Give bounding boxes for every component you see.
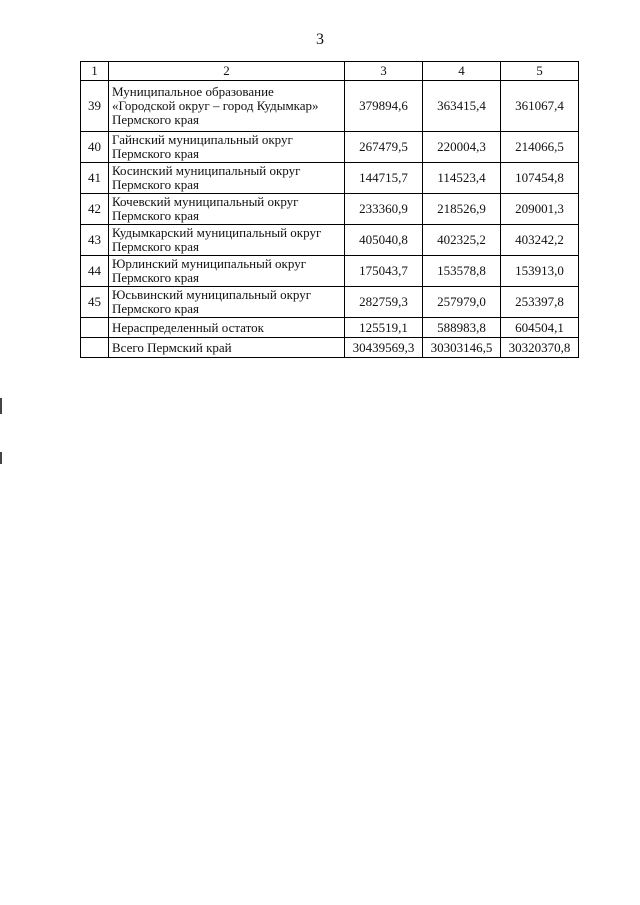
value-col-4: 218526,9 (423, 194, 501, 225)
table-row (81, 163, 579, 194)
name-line: Пермского края (112, 301, 199, 316)
row-number (81, 338, 109, 358)
scan-edge-mark (0, 398, 2, 414)
value-col-5: 153913,0 (501, 256, 579, 287)
header-cell-2: 2 (109, 62, 345, 81)
table-total-row (81, 338, 579, 358)
table-row (81, 225, 579, 256)
header-cell-3: 3 (345, 62, 423, 81)
row-number: 40 (81, 132, 109, 163)
name-line: Косинский муниципальный округ (112, 163, 301, 178)
value-col-5: 403242,2 (501, 225, 579, 256)
name-line: Пермского края (112, 112, 199, 127)
name-line: Нераспределенный остаток (112, 319, 264, 335)
value-col-5: 107454,8 (501, 163, 579, 194)
value-col-4: 588983,8 (423, 318, 501, 338)
value-col-4: 402325,2 (423, 225, 501, 256)
name-line: Пермского края (112, 239, 199, 254)
page-number: 3 (316, 31, 324, 48)
value-col-4: 257979,0 (423, 287, 501, 318)
value-col-5: 253397,8 (501, 287, 579, 318)
name-line: Пермского края (112, 270, 199, 285)
name-line: Гайнский муниципальный округ (112, 132, 293, 147)
value-col-4: 220004,3 (423, 132, 501, 163)
value-col-4: 153578,8 (423, 256, 501, 287)
row-number: 41 (81, 163, 109, 194)
row-number (81, 318, 109, 338)
header-cell-4: 4 (423, 62, 501, 81)
table-row (81, 256, 579, 287)
row-number: 39 (81, 81, 109, 132)
header-cell-5: 5 (501, 62, 579, 81)
value-col-3: 379894,6 (345, 81, 423, 132)
municipality-name (109, 318, 345, 338)
header-cell-1: 1 (81, 62, 109, 81)
table-row (81, 318, 579, 338)
name-line: Пермского края (112, 208, 199, 223)
municipality-name (109, 256, 345, 287)
table-row (81, 132, 579, 163)
name-line: Всего Пермский край (112, 339, 232, 355)
name-line: Юсьвинский муниципальный округ (112, 287, 312, 302)
name-line: Юрлинский муниципальный округ (112, 256, 307, 271)
municipality-name (109, 132, 345, 163)
value-col-5: 604504,1 (501, 318, 579, 338)
value-col-3: 267479,5 (345, 132, 423, 163)
name-line: «Городской округ – город Кудымкар» (112, 98, 319, 113)
row-number: 44 (81, 256, 109, 287)
table-row (81, 81, 579, 132)
name-line: Кудымкарский муниципальный округ (112, 225, 322, 240)
row-number: 42 (81, 194, 109, 225)
value-col-3: 175043,7 (345, 256, 423, 287)
name-line: Кочевский муниципальный округ (112, 194, 299, 209)
table-row (81, 287, 579, 318)
value-col-3: 233360,9 (345, 194, 423, 225)
value-col-3: 405040,8 (345, 225, 423, 256)
value-col-4: 114523,4 (423, 163, 501, 194)
value-col-5: 209001,3 (501, 194, 579, 225)
row-number: 45 (81, 287, 109, 318)
value-col-3: 282759,3 (345, 287, 423, 318)
table-header-row (81, 62, 579, 81)
value-col-4: 30303146,5 (423, 338, 501, 358)
value-col-5: 30320370,8 (501, 338, 579, 358)
name-line: Муниципальное образование (112, 84, 274, 99)
municipality-name (109, 287, 345, 318)
table-row (81, 194, 579, 225)
municipality-name (109, 194, 345, 225)
scan-edge-mark (0, 452, 2, 464)
row-number: 43 (81, 225, 109, 256)
value-col-4: 363415,4 (423, 81, 501, 132)
municipality-name (109, 338, 345, 358)
municipality-name (109, 225, 345, 256)
value-col-3: 144715,7 (345, 163, 423, 194)
municipality-name (109, 163, 345, 194)
value-col-3: 125519,1 (345, 318, 423, 338)
name-line: Пермского края (112, 177, 199, 192)
municipality-name (109, 81, 345, 132)
name-line: Пермского края (112, 146, 199, 161)
value-col-5: 214066,5 (501, 132, 579, 163)
value-col-3: 30439569,3 (345, 338, 423, 358)
value-col-5: 361067,4 (501, 81, 579, 132)
budget-table (80, 61, 579, 358)
